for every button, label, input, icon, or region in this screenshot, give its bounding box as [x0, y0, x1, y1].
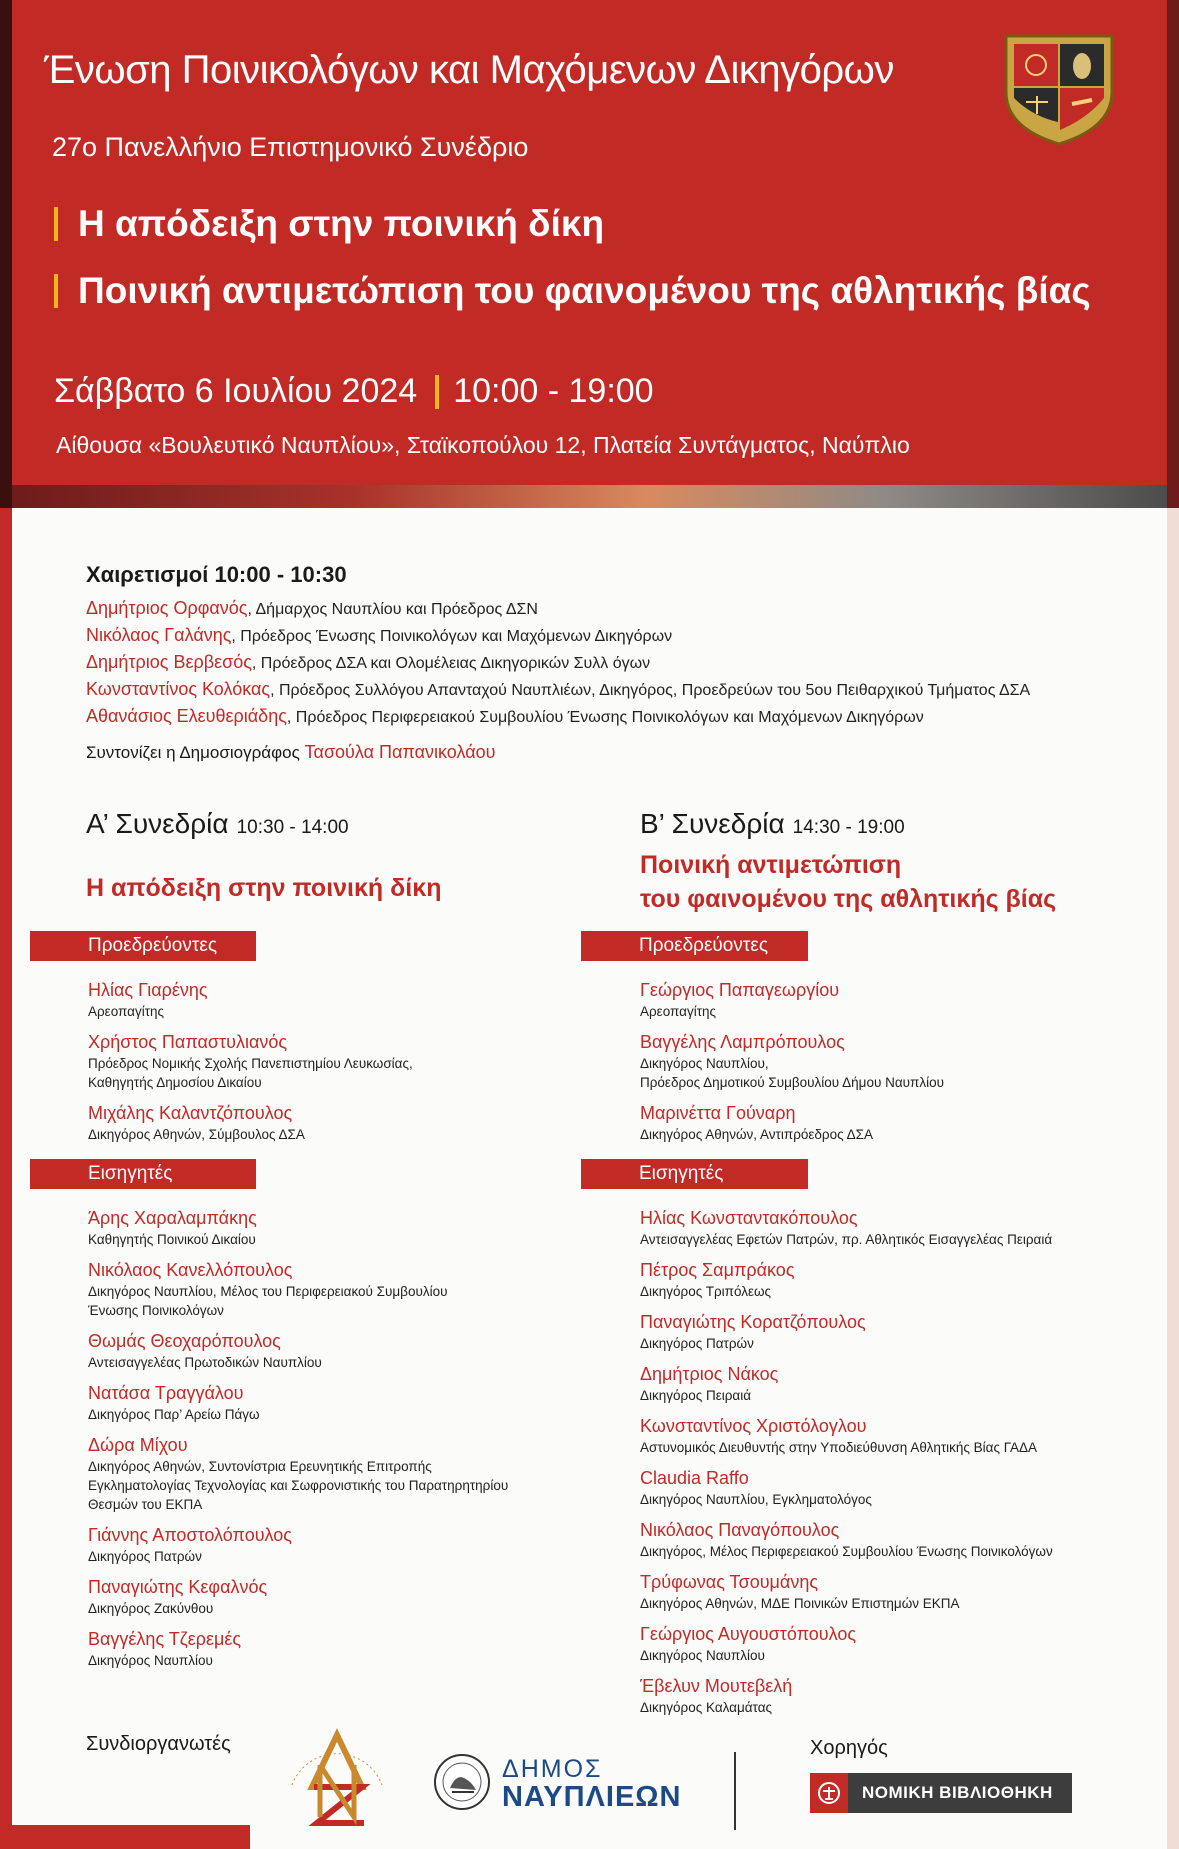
- session-b-subtitle: [640, 848, 1056, 916]
- greeting-role: , Πρόεδρος Συλλόγου Απανταχού Ναυπλιέων, Δικηγόρος, Προεδρεύων του 5ου Πειθαρχικού Τμήματος ΔΣΑ: [270, 682, 1031, 699]
- event-date: Σάββατο 6 Ιουλίου 2024: [54, 372, 418, 410]
- person-role: Αντεισαγγελέας Εφετών Πατρών, πρ. Αθλητικός Εισαγγελέας Πειραιά: [640, 1232, 1053, 1247]
- session-a-chairs-label: Προεδρεύοντες: [30, 931, 256, 961]
- greeting-item: [86, 622, 1030, 649]
- greeting-item: [86, 595, 1030, 622]
- theme-bar: [54, 207, 58, 241]
- person-role: Πρόεδρος Δημοτικού Συμβουλίου Δήμου Ναυπλίου: [640, 1075, 944, 1090]
- header-decorative-strip: [0, 485, 1179, 508]
- person-role: Δικηγόρος Τριπόλεως: [640, 1284, 772, 1299]
- person-name: Βαγγέλης Τζερεμές: [88, 1629, 242, 1649]
- theme-2-text: Ποινική αντιμετώπιση του φαινομένου της αθλητικής βίας: [78, 270, 1091, 311]
- municipality-line-1: ΔΗΜΟΣ: [502, 1755, 603, 1783]
- greeting-name: Κωνσταντίνος Κολόκας: [86, 679, 271, 699]
- person-name: Μαρινέττα Γούναρη: [640, 1103, 796, 1123]
- person-entry: [640, 1101, 944, 1144]
- session-b-chairs-label: Προεδρεύοντες: [581, 931, 808, 961]
- session-b-subtitle-line-2: του φαινομένου της αθλητικής βίας: [640, 885, 1057, 913]
- person-role: Δικηγόρος Καλαμάτας: [640, 1700, 773, 1715]
- session-b-name: Β’ Συνεδρία: [640, 808, 785, 839]
- person-entry: [640, 1414, 1053, 1457]
- date-line: [54, 372, 654, 411]
- person-name: Δημήτριος Νάκος: [640, 1364, 779, 1384]
- person-role: Ένωσης Ποινικολόγων: [88, 1303, 224, 1318]
- bar-association-logo-icon: [272, 1715, 402, 1833]
- person-entry: [88, 1523, 508, 1566]
- person-name: Χρήστος Παπαστυλιανός: [88, 1032, 288, 1052]
- session-b-speakers-list: [640, 1206, 1053, 1726]
- theme-bar: [54, 274, 58, 308]
- municipality-line-2: ΝΑΥΠΛΙΕΩΝ: [502, 1781, 682, 1813]
- sponsor-logo: [810, 1773, 1072, 1813]
- person-role: Δικηγόρος Ναυπλίου,: [640, 1056, 769, 1071]
- person-name: Πέτρος Σαμπράκος: [640, 1260, 795, 1280]
- person-name: Γεώργιος Παπαγεωργίου: [640, 980, 840, 1000]
- person-name: Γεώργιος Αυγουστόπουλος: [640, 1624, 857, 1644]
- event-time: 10:00 - 19:00: [453, 372, 654, 410]
- person-entry: [88, 1627, 508, 1670]
- greeting-role: , Δήμαρχος Ναυπλίου και Πρόεδρος ΔΣΝ: [247, 601, 538, 618]
- greeting-name: Δημήτριος Βερβεσός: [86, 652, 252, 672]
- greeting-role: , Πρόεδρος ΔΣΑ και Ολομέλειας Δικηγορικών Συλλ όγων: [251, 655, 651, 672]
- person-name: Έβελυν Μουτεβελή: [640, 1676, 793, 1696]
- header-left-edge: [0, 0, 12, 508]
- person-entry: [640, 1030, 944, 1092]
- session-b-chairs-list: [640, 978, 944, 1153]
- person-role: Δικηγόρος Αθηνών, Συντονίστρια Ερευνητικής Επιτροπής: [88, 1459, 432, 1474]
- person-name: Δώρα Μίχου: [88, 1435, 188, 1455]
- person-role: Δικηγόρος Πατρών: [640, 1336, 754, 1351]
- session-a-name: Α’ Συνεδρία: [86, 808, 229, 839]
- moderator-name: Τασούλα Παπανικολάου: [304, 742, 496, 762]
- session-a-speakers-list: [88, 1206, 508, 1679]
- greeting-role: , Πρόεδρος Ένωσης Ποινικολόγων και Μαχόμενων Δικηγόρων: [231, 628, 673, 645]
- right-edge-band: [1167, 508, 1179, 1849]
- session-a-chairs-list: [88, 978, 413, 1153]
- person-entry: [88, 1575, 508, 1618]
- person-entry: [88, 1329, 508, 1372]
- person-name: Κωνσταντίνος Χριστόλογλου: [640, 1416, 867, 1436]
- person-entry: [640, 1258, 1053, 1301]
- moderator-line: [86, 742, 495, 763]
- greeting-name: Αθανάσιος Ελευθεριάδης: [86, 706, 287, 726]
- person-entry: [88, 1101, 413, 1144]
- municipality-seal-icon: [432, 1752, 492, 1812]
- person-name: Claudia Raffo: [640, 1468, 749, 1488]
- moderator-prefix: Συντονίζει η Δημοσιογράφος: [86, 743, 305, 762]
- person-entry: [640, 1310, 1053, 1353]
- session-b-speakers-label: Εισηγητές: [581, 1159, 808, 1189]
- person-role: Αστυνομικός Διευθυντής στην Υποδιεύθυνση Αθλητικής Βίας ΓΑΔΑ: [640, 1440, 1037, 1455]
- person-role: Δικηγόρος Πειραιά: [640, 1388, 752, 1403]
- greeting-name: Δημήτριος Ορφανός: [86, 598, 248, 618]
- header-banner: [0, 0, 1179, 508]
- person-name: Άρης Χαραλαμπάκης: [88, 1208, 257, 1228]
- person-role: Δικηγόρος Πατρών: [88, 1549, 202, 1564]
- person-role: Δικηγόρος Αθηνών, Αντιπρόεδρος ΔΣΑ: [640, 1127, 873, 1142]
- session-b-time: 14:30 - 19:00: [792, 817, 905, 838]
- person-entry: [640, 1206, 1053, 1249]
- session-b-subtitle-line-1: Ποινική αντιμετώπιση: [640, 851, 902, 879]
- person-entry: [640, 1674, 1053, 1717]
- co-organizers-label: Συνδιοργανωτές: [86, 1733, 231, 1755]
- person-entry: [88, 1381, 508, 1424]
- person-name: Νικόλαος Παναγόπουλος: [640, 1520, 840, 1540]
- person-role: Δικηγόρος Παρ’ Αρείω Πάγω: [88, 1407, 260, 1422]
- person-role: Αρεοπαγίτης: [88, 1004, 165, 1019]
- bottom-accent: [0, 1825, 250, 1849]
- person-role: Εγκληματολογίας Τεχνολογίας και Σωφρονιστικής του Παρατηρητηρίου: [88, 1478, 509, 1493]
- person-role: Δικηγόρος Αθηνών, Σύμβουλος ΔΣΑ: [88, 1127, 305, 1142]
- person-name: Μιχάλης Καλαντζόπουλος: [88, 1103, 293, 1123]
- greeting-role: , Πρόεδρος Περιφερειακού Συμβουλίου Ένωσης Ποινικολόγων και Μαχόμενων Δικηγόρων: [286, 709, 924, 726]
- org-title: Ένωση Ποινικολόγων και Μαχόμενων Δικηγόρων: [44, 48, 894, 92]
- person-entry: [640, 978, 944, 1021]
- theme-1-text: Η απόδειξη στην ποινική δίκη: [78, 203, 605, 244]
- person-role: Δικηγόρος Ζακύνθου: [88, 1601, 214, 1616]
- person-entry: [88, 1030, 413, 1092]
- session-a-speakers-label: Εισηγητές: [30, 1159, 256, 1189]
- left-edge-band: [0, 508, 12, 1849]
- header-right-edge: [1167, 0, 1179, 508]
- person-entry: [640, 1622, 1053, 1665]
- person-entry: [640, 1518, 1053, 1561]
- crest-logo-icon: [1000, 30, 1118, 148]
- congress-title: 27ο Πανελλήνιο Επιστημονικό Συνέδριο: [52, 132, 529, 162]
- person-entry: [640, 1570, 1053, 1613]
- theme-1: [54, 203, 604, 245]
- venue: Αίθουσα «Βουλευτικό Ναυπλίου», Σταϊκοπούλου 12, Πλατεία Συντάγματος, Ναύπλιο: [56, 432, 910, 458]
- greeting-item: [86, 703, 1030, 730]
- sponsor-icon: [810, 1773, 848, 1813]
- greetings-list: [86, 595, 1030, 730]
- person-name: Νατάσα Τραγγάλου: [88, 1383, 244, 1403]
- session-a-subtitle: Η απόδειξη στην ποινική δίκη: [86, 874, 442, 902]
- greetings-title: Χαιρετισμοί 10:00 - 10:30: [86, 562, 347, 587]
- person-entry: [88, 1206, 508, 1249]
- person-role: Δικηγόρος, Μέλος Περιφερειακού Συμβουλίου Ένωσης Ποινικολόγων: [640, 1544, 1053, 1559]
- scales-icon: [817, 1781, 841, 1805]
- person-name: Νικόλαος Κανελλόπουλος: [88, 1260, 293, 1280]
- person-role: Θεσμών του ΕΚΠΑ: [88, 1497, 203, 1512]
- person-entry: [640, 1362, 1053, 1405]
- session-b-title: [640, 808, 905, 840]
- person-name: Βαγγέλης Λαμπρόπουλος: [640, 1032, 845, 1052]
- theme-2: [54, 270, 1091, 312]
- person-role: Δικηγόρος Αθηνών, ΜΔΕ Ποινικών Επιστημών ΕΚΠΑ: [640, 1596, 960, 1611]
- person-name: Παναγιώτης Κορατζόπουλος: [640, 1312, 866, 1332]
- greeting-name: Νικόλαος Γαλάνης: [86, 625, 232, 645]
- person-role: Δικηγόρος Ναυπλίου: [88, 1653, 213, 1668]
- person-role: Δικηγόρος Ναυπλίου: [640, 1648, 765, 1663]
- sponsor-label: Χορηγός: [810, 1737, 888, 1759]
- person-role: Καθηγητής Ποινικού Δικαίου: [88, 1232, 256, 1247]
- person-role: Δικηγόρος Ναυπλίου, Εγκληματολόγος: [640, 1492, 872, 1507]
- person-name: Τρύφωνας Τσουμάνης: [640, 1572, 819, 1592]
- person-entry: [88, 978, 413, 1021]
- person-entry: [88, 1433, 508, 1514]
- date-separator: [435, 375, 439, 409]
- person-role: Δικηγόρος Ναυπλίου, Μέλος του Περιφερειακού Συμβουλίου: [88, 1284, 448, 1299]
- footer-divider: [734, 1752, 736, 1830]
- person-name: Γιάννης Αποστολόπουλος: [88, 1525, 292, 1545]
- person-role: Αρεοπαγίτης: [640, 1004, 717, 1019]
- person-name: Ηλίας Κωνσταντακόπουλος: [640, 1208, 858, 1228]
- person-entry: [640, 1466, 1053, 1509]
- municipality-logo-text: [502, 1756, 681, 1812]
- person-role: Πρόεδρος Νομικής Σχολής Πανεπιστημίου Λευκωσίας,: [88, 1056, 413, 1071]
- person-name: Ηλίας Γιαρένης: [88, 980, 208, 1000]
- person-name: Θωμάς Θεοχαρόπουλος: [88, 1331, 281, 1351]
- sponsor-name: ΝΟΜΙΚΗ ΒΙΒΛΙΟΘΗΚΗ: [862, 1783, 1053, 1802]
- greeting-item: [86, 676, 1030, 703]
- person-entry: [88, 1258, 508, 1320]
- person-name: Παναγιώτης Κεφαλνός: [88, 1577, 268, 1597]
- session-a-title: [86, 808, 349, 840]
- person-role: Αντεισαγγελέας Πρωτοδικών Ναυπλίου: [88, 1355, 322, 1370]
- greeting-item: [86, 649, 1030, 676]
- session-a-time: 10:30 - 14:00: [236, 817, 349, 838]
- person-role: Καθηγητής Δημοσίου Δικαίου: [88, 1075, 262, 1090]
